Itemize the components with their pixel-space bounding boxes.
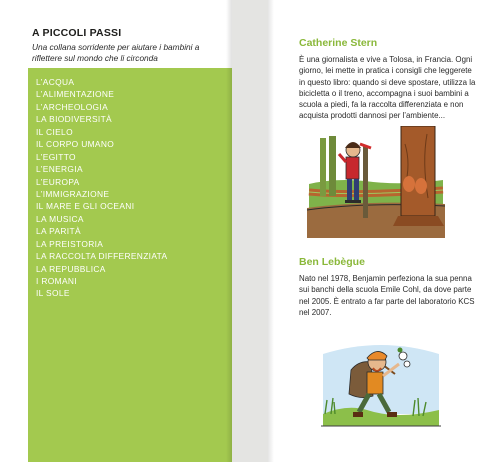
title-item: L’EUROPA xyxy=(36,176,80,187)
title-item: L’ENERGIA xyxy=(36,164,83,175)
title-item: LA PREISTORIA xyxy=(36,238,104,249)
series-description: Una collana sorridente per aiutare i bambini a riflettere sul mondo che li circonda xyxy=(32,42,200,63)
author-bio-2: Nato nel 1978, Benjamin perfeziona la sua penna sui banchi della scuola Emile Cohl, da dove parte nel 2005. È entrato a far parte del laboratorio KCS nel 2007. xyxy=(299,274,475,317)
title-item: LA BIODIVERSITÀ xyxy=(36,114,112,125)
title-item: L’ARCHEOLOGIA xyxy=(36,101,109,112)
title-item: IL MARE E GLI OCEANI xyxy=(36,201,135,212)
author-bio-1: È una giornalista e vive a Tolosa, in Francia. Ogni giorno, lei mette in pratica i consigli che leggerete in questo libro: quando si deve spostare, utilizza la bicicletta o il treno, accompagna i suoi bambini a scuola a piedi, fa la raccolta differenziata e non acquista prodotti dannosi per l’ambiente... xyxy=(299,55,476,121)
title-item: LA PARITÀ xyxy=(36,226,81,237)
title-item: L’ACQUA xyxy=(36,77,75,87)
title-item: I ROMANI xyxy=(36,276,77,286)
title-item: LA MUSICA xyxy=(36,213,84,224)
title-item: L’EGITTO xyxy=(36,151,76,162)
title-item: IL CIELO xyxy=(36,126,73,137)
title-item: LA REPUBBLICA xyxy=(36,263,106,274)
gutter-shadow xyxy=(226,0,232,462)
series-header xyxy=(32,27,222,64)
title-item: LA RACCOLTA DIFFERENZIATA xyxy=(36,251,168,262)
series-title: A PICCOLI PASSI xyxy=(32,27,122,39)
author-illustration-tree xyxy=(305,126,447,238)
title-item: L’ALIMENTAZIONE xyxy=(36,89,115,100)
title-item: IL SOLE xyxy=(36,288,70,299)
titles-panel xyxy=(28,68,232,462)
title-item: L’IMMIGRAZIONE xyxy=(36,188,110,199)
gutter-shadow xyxy=(268,0,274,462)
title-item: IL CORPO UMANO xyxy=(36,139,115,150)
author-name-2: Ben Lebègue xyxy=(299,256,365,268)
titles-list xyxy=(36,76,167,300)
author-illustration-hiker xyxy=(317,334,445,428)
left-page xyxy=(0,0,232,462)
author-name-1: Catherine Stern xyxy=(299,37,378,49)
right-page xyxy=(268,0,500,462)
